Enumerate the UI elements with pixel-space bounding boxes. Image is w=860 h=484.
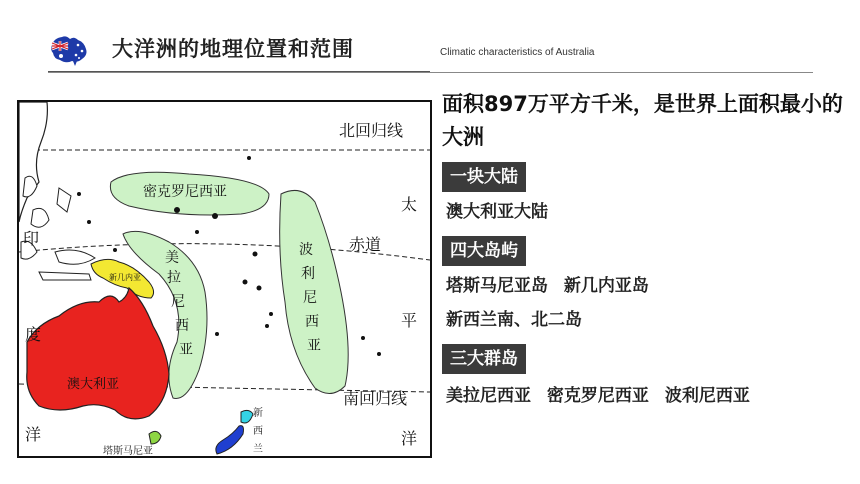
new-zealand-char-1: 新 xyxy=(253,408,263,419)
melanesia-char-5: 亚 xyxy=(179,342,193,358)
section-islands-line-2: 新西兰南、北二岛 xyxy=(446,310,582,330)
pacific-char-2: 平 xyxy=(401,311,418,330)
section-badge-islands: 四大岛屿 xyxy=(442,236,526,266)
page-subtitle: Climatic characteristics of Australia xyxy=(440,47,595,58)
indian-char-2: 度 xyxy=(25,325,42,344)
pacific-char-1: 太 xyxy=(401,195,418,214)
polynesia-char-5: 亚 xyxy=(307,338,321,354)
section-islands-line-1: 塔斯马尼亚岛 新几内亚岛 xyxy=(446,276,649,296)
section-continent-line-1: 澳大利亚大陆 xyxy=(446,202,548,222)
section-badge-continent: 一块大陆 xyxy=(442,162,526,192)
section-continent xyxy=(442,162,852,226)
tasmania-island xyxy=(149,431,161,444)
header xyxy=(0,0,860,80)
content-panel xyxy=(442,88,852,410)
polynesia-char-1: 波 xyxy=(299,242,313,258)
polynesia-char-3: 尼 xyxy=(303,290,317,306)
new-guinea-label: 新几内亚 xyxy=(109,273,141,282)
area-statement: 面积897万平方千米，是世界上面积最小的大洲 xyxy=(442,92,843,149)
tropic-of-capricorn-label: 南回归线 xyxy=(343,389,408,408)
polynesia-char-2: 利 xyxy=(301,266,315,282)
new-zealand-char-2: 西 xyxy=(253,426,263,437)
oceania-map xyxy=(17,100,432,458)
header-divider xyxy=(48,72,813,73)
new-zealand-north-island xyxy=(241,410,253,423)
section-badge-archipelagos: 三大群岛 xyxy=(442,344,526,374)
australia-flag-icon xyxy=(48,33,96,67)
micronesia-label: 密克罗尼西亚 xyxy=(143,184,227,200)
equator-label: 赤道 xyxy=(349,235,382,254)
melanesia-char-1: 美 xyxy=(165,250,179,266)
new-zealand-south-island xyxy=(216,426,244,454)
indian-char-3: 洋 xyxy=(25,425,42,444)
section-islands xyxy=(442,236,852,334)
pacific-char-3: 洋 xyxy=(401,429,418,448)
australia-label: 澳大利亚 xyxy=(67,377,120,392)
tropic-of-cancer-label: 北回归线 xyxy=(339,121,404,140)
new-zealand-char-3: 兰 xyxy=(253,444,263,455)
page-title: 大洋洲的地理位置和范围 xyxy=(112,37,354,61)
section-archipelagos-line-1: 美拉尼西亚 密克罗尼西亚 波利尼西亚 xyxy=(446,386,750,406)
section-archipelagos xyxy=(442,344,852,410)
melanesia-char-3: 尼 xyxy=(171,294,185,310)
tasmania-label: 塔斯马尼亚 xyxy=(103,446,153,456)
indian-char-1: 印 xyxy=(23,229,40,248)
polynesia-char-4: 西 xyxy=(305,314,319,330)
australia-continent xyxy=(27,288,169,419)
melanesia-char-4: 西 xyxy=(175,318,189,334)
melanesia-char-2: 拉 xyxy=(167,270,181,286)
